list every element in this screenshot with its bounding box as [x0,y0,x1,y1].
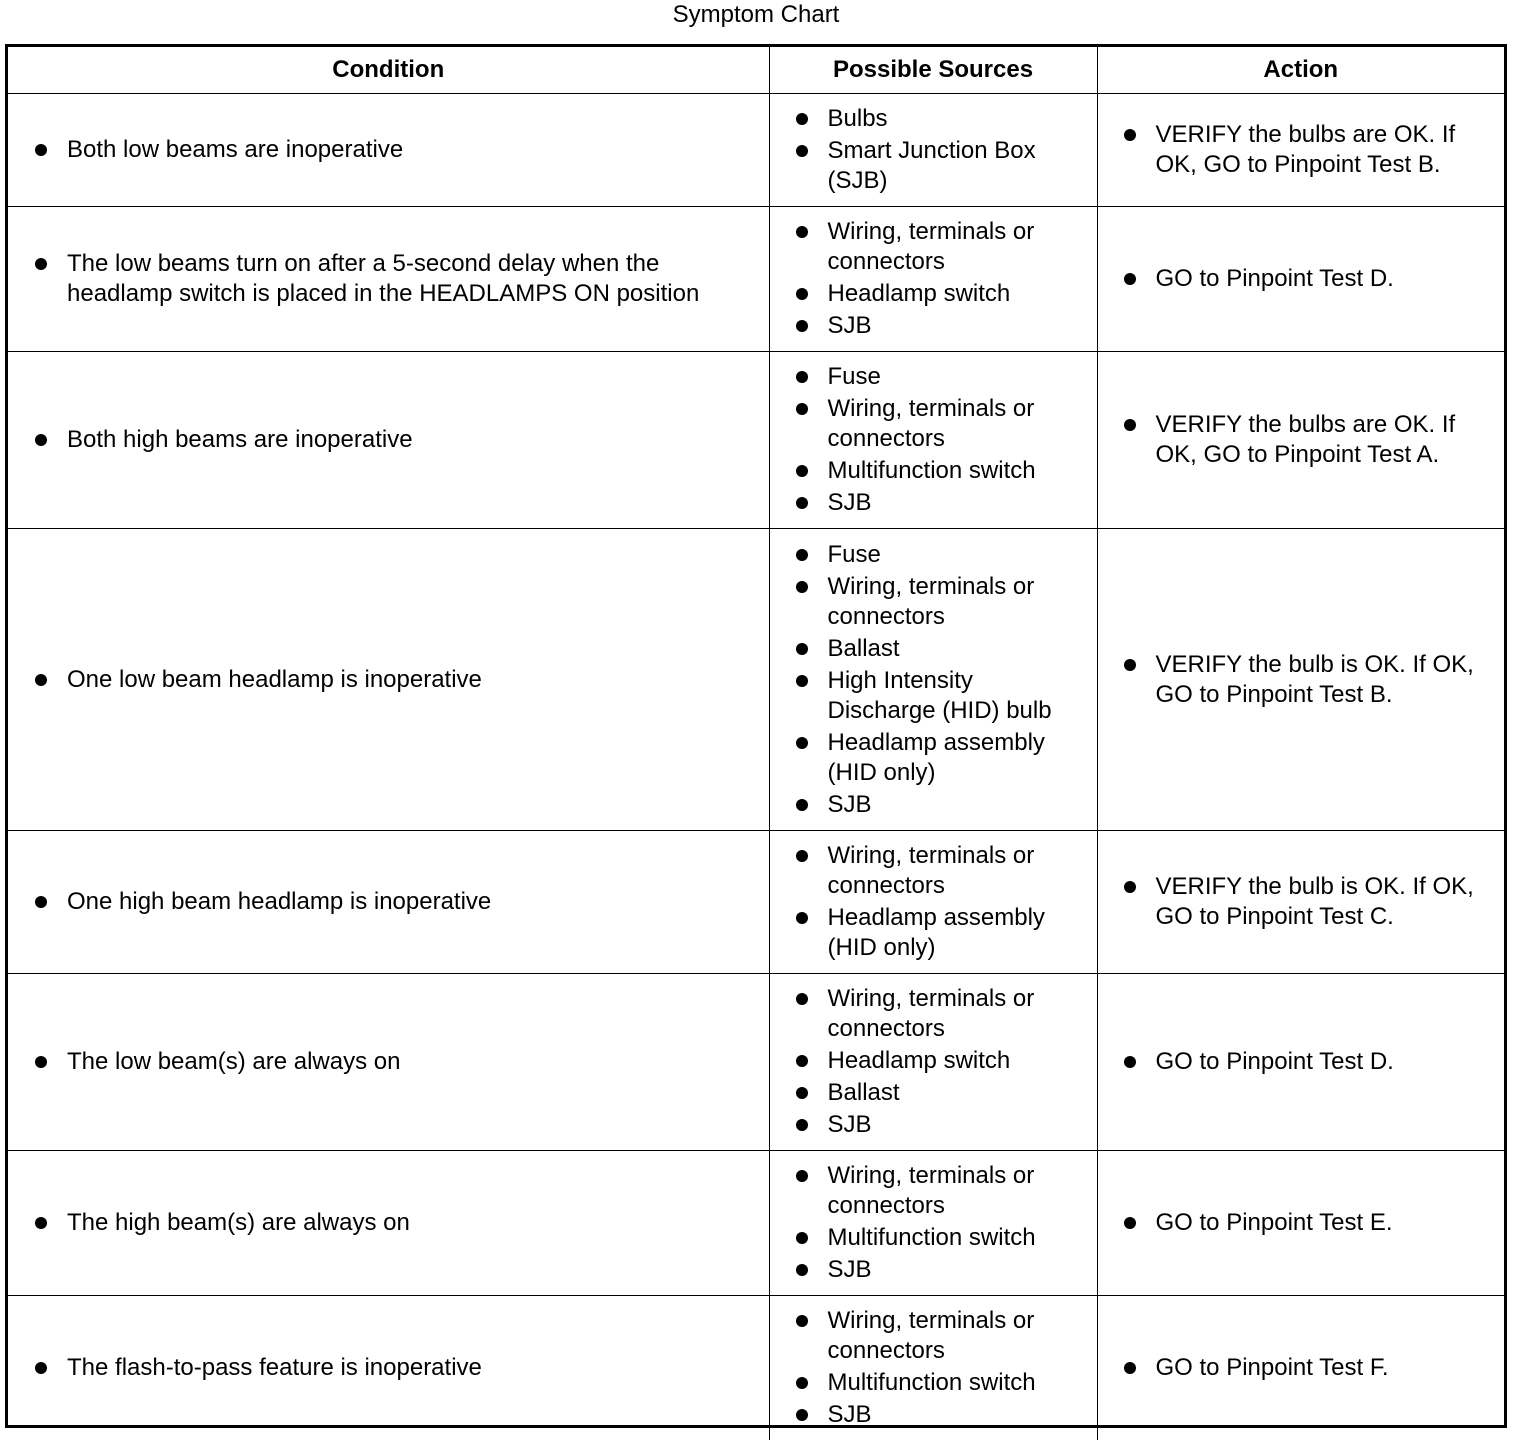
source-item: Wiring, terminals or connectors [770,984,1097,1044]
table-row [8,352,1504,529]
header-possible-sources: Possible Sources [769,47,1097,94]
source-item: Headlamp assembly (HID only) [770,728,1097,788]
source-item: Headlamp switch [770,279,1097,309]
source-item: High Intensity Discharge (HID) bulb [770,666,1097,726]
condition-cell [8,529,769,831]
action-cell [1097,94,1504,207]
header-row [8,47,1504,94]
source-item: Multifunction switch [770,1223,1097,1253]
action-cell [1097,1296,1504,1440]
source-item: Fuse [770,362,1097,392]
action-cell [1097,831,1504,974]
action-cell [1097,529,1504,831]
source-item: SJB [770,1110,1097,1140]
condition-text: One high beam headlamp is inoperative [8,887,769,917]
table-row [8,207,1504,352]
table-row [8,529,1504,831]
action-text: GO to Pinpoint Test E. [1098,1208,1505,1238]
source-item: SJB [770,1255,1097,1285]
source-item: SJB [770,1400,1097,1430]
possible-sources-cell [769,1151,1097,1296]
source-item: Smart Junction Box (SJB) [770,136,1097,196]
action-text: VERIFY the bulbs are OK. If OK, GO to Pinpoint Test A. [1098,410,1505,470]
condition-text: The flash-to-pass feature is inoperative [8,1353,769,1383]
source-item: Ballast [770,634,1097,664]
condition-text: The high beam(s) are always on [8,1208,769,1238]
action-cell [1097,207,1504,352]
condition-text: Both low beams are inoperative [8,135,769,165]
page-title: Symptom Chart [0,0,1512,30]
table-row [8,831,1504,974]
table-row [8,94,1504,207]
table-row [8,1296,1504,1440]
condition-text: One low beam headlamp is inoperative [8,665,769,695]
source-item: Wiring, terminals or connectors [770,572,1097,632]
header-condition: Condition [8,47,769,94]
header-action: Action [1097,47,1504,94]
source-item: Wiring, terminals or connectors [770,394,1097,454]
action-text: VERIFY the bulbs are OK. If OK, GO to Pinpoint Test B. [1098,120,1505,180]
possible-sources-cell [769,974,1097,1151]
source-item: Wiring, terminals or connectors [770,217,1097,277]
table-row [8,1151,1504,1296]
action-text: VERIFY the bulb is OK. If OK, GO to Pinpoint Test B. [1098,650,1505,710]
condition-cell [8,207,769,352]
possible-sources-cell [769,831,1097,974]
source-item: Bulbs [770,104,1097,134]
condition-cell [8,352,769,529]
action-cell [1097,1151,1504,1296]
condition-text: Both high beams are inoperative [8,425,769,455]
source-item: Ballast [770,1078,1097,1108]
source-item: Multifunction switch [770,1368,1097,1398]
action-cell [1097,974,1504,1151]
source-item: Headlamp switch [770,1046,1097,1076]
condition-text: The low beams turn on after a 5-second delay when the headlamp switch is placed in the HEADLAMPS ON position [8,249,769,309]
possible-sources-cell [769,352,1097,529]
source-item: SJB [770,790,1097,820]
action-text: GO to Pinpoint Test D. [1098,1047,1505,1077]
symptom-table [5,44,1507,1428]
action-text: VERIFY the bulb is OK. If OK, GO to Pinpoint Test C. [1098,872,1505,932]
source-item: Wiring, terminals or connectors [770,1161,1097,1221]
action-text: GO to Pinpoint Test D. [1098,264,1505,294]
source-item: SJB [770,311,1097,341]
action-cell [1097,352,1504,529]
source-item: SJB [770,488,1097,518]
possible-sources-cell [769,1296,1097,1440]
source-item: Wiring, terminals or connectors [770,841,1097,901]
source-item: Fuse [770,540,1097,570]
source-item: Headlamp assembly (HID only) [770,903,1097,963]
condition-cell [8,94,769,207]
table-row [8,974,1504,1151]
condition-cell [8,1296,769,1440]
possible-sources-cell [769,207,1097,352]
condition-cell [8,1151,769,1296]
possible-sources-cell [769,529,1097,831]
action-text: GO to Pinpoint Test F. [1098,1353,1505,1383]
source-item: Multifunction switch [770,456,1097,486]
condition-text: The low beam(s) are always on [8,1047,769,1077]
condition-cell [8,974,769,1151]
possible-sources-cell [769,94,1097,207]
source-item: Wiring, terminals or connectors [770,1306,1097,1366]
condition-cell [8,831,769,974]
